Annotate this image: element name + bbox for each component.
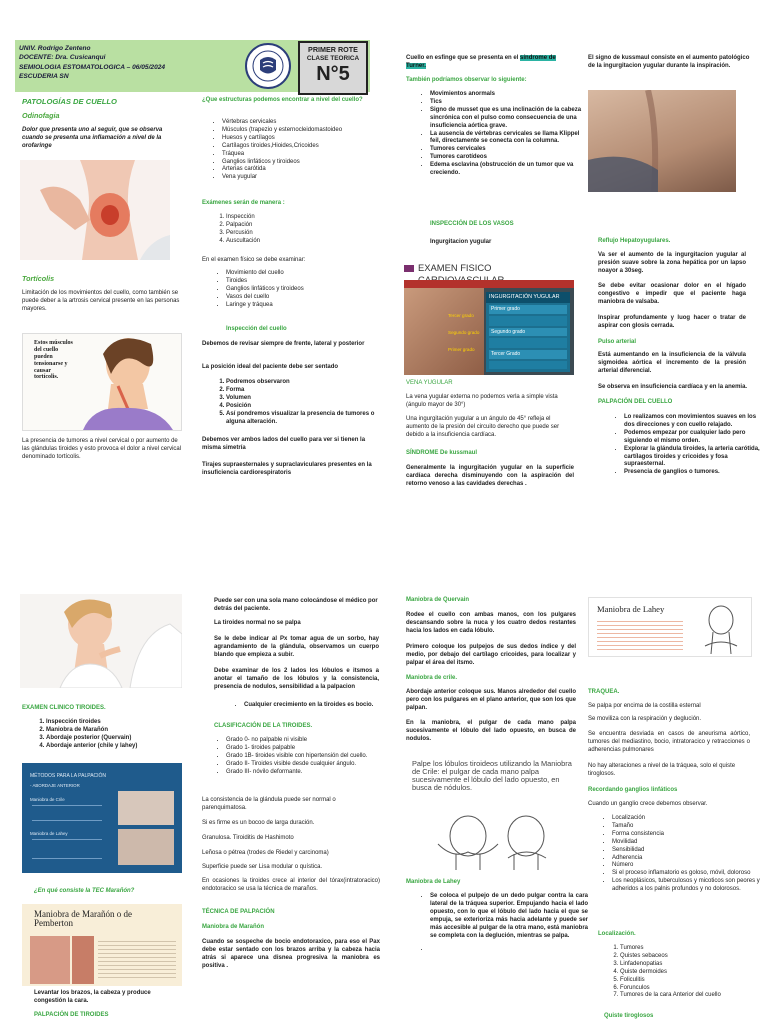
kussmaul-text: Generalmente la ingurgitación yugular en la superficie cardíaca derecha disminuyendo con la aspiración del retorno venoso a las cavidades derechas .	[406, 465, 574, 487]
list-item: 6. Forunculos	[620, 985, 760, 993]
maranon-photo-1	[30, 936, 70, 984]
palp-title: PALPACIÓN DEL CUELLO	[598, 399, 673, 405]
palpation-methods-slide	[22, 763, 182, 873]
header-line-university: UNIV. Rodrigo Zenteno	[19, 45, 91, 52]
c6-p4: Debe examinar de los 2 lados los lóbulos e itsmos a anotar el tamaño de los lóbulos y la consistencia, presencia de nodulos, sensibilidad a la palpacion	[214, 668, 379, 690]
tec-question: ¿En qué consiste la TEC Marañón?	[34, 888, 135, 894]
list-item: • Ganglios linfáticos y tiroideos	[226, 286, 304, 294]
tech-title: TÉCNICA DE PALPACIÓN	[202, 909, 275, 915]
list-item: • Ganglios linfáticos y tiroideos	[222, 159, 392, 167]
palp-list	[612, 414, 760, 477]
header-line-team: ESCUDERIA SN	[19, 73, 69, 81]
list-item: 1. Inspección tiroides	[46, 719, 137, 727]
odinofagia-title: Odinofagia	[22, 111, 60, 120]
list-item: 4. Posición	[226, 403, 382, 411]
crile-title: Maniobra de crile.	[406, 675, 458, 681]
list-item: 5. Foliculitis	[620, 977, 760, 985]
clinic-list	[34, 719, 137, 751]
list-item: • Cualquier crecimiento en la tiroides es bocio.	[244, 702, 392, 710]
reflujo-p1: Va ser el aumento de la ingurgitacion yugular al presión suave sobre la zona hepática por un lapso noayor a 30seg.	[598, 252, 746, 274]
c7-p1: Rodee el cuello con ambas manos, con los pulgares descansando sobre la nuca y los cuatro dedos restantes hacia los lados en cada lóbulo.	[406, 612, 576, 634]
list-item: • Edema esclavina (obstrucción de un tumor que va creciendo.	[430, 162, 588, 178]
list-item: 4. Auscultación	[226, 238, 260, 246]
list-item: 3. Abordaje posterior (Quervain)	[46, 735, 137, 743]
thyroid-exam-photo	[20, 594, 182, 688]
turner-highlight: síndrome de Turner.	[406, 55, 556, 69]
exam-title: Exámenes serán de manera :	[202, 200, 285, 206]
cardio-header	[404, 262, 574, 276]
observe-items	[418, 91, 588, 178]
list-item: 2. Palpación	[226, 222, 260, 230]
crile-figure-drawing	[428, 814, 558, 870]
inspection-p2: La posición ideal del paciente debe ser sentado	[202, 364, 339, 370]
jugular-photo	[588, 90, 736, 192]
methods-photo	[118, 829, 174, 865]
exam-items	[214, 270, 304, 310]
structures-list	[210, 119, 392, 182]
list-item: 3. Volumen	[226, 395, 382, 403]
header-line-course: SEMIOLOGIA ESTOMATOLOGICA – 06/05/2024	[19, 63, 166, 71]
badge-title: PRIMER ROTE	[308, 45, 358, 54]
list-item	[430, 946, 588, 954]
pulso-p2: Se observa en insuficiencia cardíaca y en la anemia.	[598, 384, 748, 390]
list-item: • Tamaño	[612, 823, 762, 831]
c8-p1: Se palpa por encima de la costilla esternal	[588, 703, 701, 709]
panel-bar	[489, 361, 567, 369]
c8-p4: No hay alteraciones a nivel de la tráquea, solo el quiste tiroglosos.	[588, 763, 736, 777]
palp-tiroides-title: PALPACIÓN DE TIROIDES	[34, 1012, 109, 1018]
observe-list	[214, 379, 382, 426]
pulso-p1: Está aumentando en la insuficiencia de la válvula sigmoidea aórtica el incremento de la presión arterial diferencial.	[598, 352, 746, 374]
list-item: • Vasos del cuello	[226, 294, 304, 302]
vena-text: La vena yugular externa no podemos verla a simple vista (ángulo mayor de 30°)	[406, 394, 558, 408]
panel-bar	[489, 316, 567, 326]
list-item: • Los neoplásicos, tuberculosos y micoticos son peores y adheridos a los palnis profundos y no dolorosos.	[612, 878, 762, 894]
c6-p5: La consistencia de la glándula puede ser normal o parenquimatosa.	[202, 797, 336, 811]
neck-pain-image	[20, 160, 170, 260]
list-item: • Grado III- nóvilo deformante.	[226, 769, 391, 777]
header-line-teacher: DOCENTE: Dra. Cusicanqui	[19, 54, 106, 62]
c8-p3: Se encuentra desviada en casos de aneurisma aórtico, tumores del mediastino, bocio, intratoracico y retracciones o adherencias pulmonares	[588, 731, 750, 753]
methods-photo	[118, 791, 174, 825]
c8-p2: Se moviliza con la respiración y deglución.	[588, 716, 702, 722]
maranon-slide-title: Maniobra de Marañón o de Pemberton	[34, 909, 132, 929]
c6-maranon-title: Maniobra de Marañón	[202, 924, 265, 930]
inspection-title: Inspección del cuello	[226, 326, 287, 332]
list-item: • Tumores cervicales	[430, 146, 588, 154]
c6-p11: Cuando se sospeche de bocio endotoraxico, para eso el Pax debe estar sentado con los brazos arriba y la cabeza hacia atrás si aparece una disnea progresiva la maniobra es positiva .	[202, 939, 380, 969]
list-item: • Laringe y tráquea	[226, 302, 304, 310]
maranon-photo-2	[72, 936, 94, 984]
bocio-bullet	[232, 702, 392, 710]
list-item: • Forma consistencia	[612, 831, 762, 839]
list-item: • Tráquea	[222, 151, 392, 159]
university-seal	[244, 40, 292, 92]
lahey-box	[588, 597, 752, 657]
cardio-header-bar	[404, 265, 414, 272]
c7-p3: Abordaje anterior coloque sus. Manos alrededor del cuello pero con los pulgares en el plano anterior, que son los que palpan.	[406, 689, 576, 711]
c6-p8: Leñosa o pétrea (trodes de Riedel y carcinoma)	[202, 850, 329, 856]
lahey-box-title: Maniobra de Lahey	[597, 604, 665, 614]
list-item: • Podemos empezar por cualquier lado pero siguiendo el mismo orden.	[624, 430, 760, 446]
torticolis-image-caption: Estos músculos del cuello pueden tensionarse y causar tortícolis.	[34, 340, 73, 381]
sphinx-neck-text	[406, 55, 574, 71]
also-observe-title: También podríamos observar lo siguiente:	[406, 77, 527, 83]
panel-row-1: Primer grado	[489, 305, 567, 314]
list-item: 1. Tumores	[620, 945, 760, 953]
list-item: 3. Percusión	[226, 230, 260, 238]
panel-title: INGURGITACIÓN YUGULAR	[486, 292, 570, 303]
inspection-p1: Debemos de revisar siempre de frente, lateral y posterior	[202, 341, 365, 347]
list-item: • Signo de musset que es una inclinación de la cabeza sincrónica con el pulso como consecuencia de una insuficiencia aórtica grave.	[430, 107, 588, 131]
reflujo-title: Reflujo Hepatoyugulares.	[598, 238, 671, 244]
list-item: • Explorar la glándula tiroides, la arteria carótida, cartílagos tiroides y cricoides y fosa supraesternal.	[624, 446, 760, 470]
lahey-title: Maniobra de Lahey	[406, 879, 461, 885]
list-item: • Si el proceso inflamatorio es goloso, móvil, doloroso	[612, 870, 762, 878]
loc-title: Localización.	[598, 931, 636, 937]
methods-lines	[32, 839, 102, 859]
badge-subtitle: CLASE TEORICA	[306, 54, 360, 62]
list-item: • Tumores carotídeos	[430, 154, 588, 162]
cardio-red-strip	[404, 280, 574, 288]
kussmaul-title: SÍNDROME De kussmaul	[406, 450, 478, 456]
lahey-list	[418, 893, 588, 954]
c6-p6: Si es firme es un bocoo de larga duración.	[202, 820, 315, 826]
c6-p9: Superficie puede ser Lisa modular o quística.	[202, 864, 323, 870]
list-item: 4. Abordaje anterior (chile y lahey)	[46, 743, 137, 751]
sphinx-neck-pre: Cuello en esfinge que se presenta en el	[406, 55, 521, 61]
exam-steps	[214, 214, 260, 246]
class-badge	[298, 41, 368, 95]
methods-crile: Maniobra de Crile	[30, 797, 65, 802]
list-item: • Sensibilidad	[612, 847, 762, 855]
odinofagia-text: Dolor que presenta uno al seguir, que se observa cuando se presenta una inflamación a nivel de la orofaringe	[22, 127, 163, 149]
crile-figure	[408, 758, 578, 870]
jugular-label: Ingurgitacion yugular	[430, 239, 492, 245]
c6-p10: En ocasiones la tiroides crece al interior del tórax(intratoracico) endotoracico se usa la técnica de maraños.	[202, 878, 380, 892]
torticolis-title: Tortícolis	[22, 274, 55, 283]
c6-p3: Se le debe indicar al Px tomar agua de un sorbo, hay agrandamiento de la glándula, observamos un cuerpo blando que empieza a subir.	[214, 636, 379, 658]
list-item: • Tics	[430, 99, 588, 107]
reflujo-p3: Inspirar profundamente y luog hacer o tratar de aspirar con glosis cerrada.	[598, 315, 746, 329]
grade-label-2: Segundo grado	[448, 330, 480, 335]
badge-number: N°5	[316, 62, 350, 85]
structures-question: ¿Que estructuras podemos encontrar a nivel del cuello?	[202, 97, 363, 103]
crile-figure-text: Palpe los lóbulos tiroideos utilizando la Maniobra de Crile: el pulgar de cada mano palpa sucesivamente el lóbulo del lado opuesto, en busca de nódulos.	[412, 759, 572, 793]
list-item: • Se coloca el pulpejo de un dedo pulgar contra la cara lateral de la tráquea superior. Empujando hacia el lado opuesto, con lo que el lóbulo del lado hacia el que se empuja, se exterioriza más hacia adelante y puede ser más accesible al pulgar de la otra mano, está maniobra se completa con la deglución, mientras se palpa.	[430, 893, 588, 940]
list-item: 2. Quistes sebaceos	[620, 953, 760, 961]
panel-row-3: Tercer Grado	[489, 350, 567, 359]
ganglios-title: Recordando ganglios linfáticos	[588, 787, 678, 793]
vena-title: VENA YUGULAR	[406, 380, 453, 386]
list-item: 1. Inspección	[226, 214, 260, 222]
quiste-text: Quiste tiroglosos	[604, 1013, 654, 1019]
ganglios-list	[600, 815, 762, 894]
torticolis-text: Limitación de los movimientos del cuello, como también se puede deber a la artrosis cervical presente en las personas mayores.	[22, 290, 180, 312]
c6-p1: Puede ser con una sola mano colocándose el médico por detrás del paciente.	[214, 598, 378, 612]
methods-sub: - ABORDAJE ANTERIOR	[30, 783, 80, 788]
lahey-box-drawing	[695, 602, 747, 654]
methods-lahey: Maniobra de Lahey	[30, 831, 68, 836]
exam-intro: En el examen físico se debe examinar:	[202, 257, 306, 263]
list-item: • Lo realizamos con movimientos suaves en los dos direcciones y con cuello relajado.	[624, 414, 760, 430]
vena-text-2: Una ingurgitación yugular a un ángulo de 45° refleja el aumento de la presión del circuito derecho que puede ser debido a la insuficiencia cardíaca.	[406, 416, 560, 438]
list-item: • Localización	[612, 815, 762, 823]
list-item: 7. Tumores de la cara Anterior del cuello	[620, 992, 760, 1000]
list-item: • Huesos y cartílagos	[222, 135, 392, 143]
methods-lines	[32, 805, 102, 821]
list-item: • Músculos (trapezio y esternocleidomastoideo	[222, 127, 392, 135]
neck-photo	[404, 288, 484, 375]
header-info	[19, 44, 249, 81]
panel-row-2: Segundo grado	[489, 328, 567, 337]
grades-list	[214, 737, 391, 777]
pathologies-title: PATOLOGÍAS DE CUELLO	[22, 97, 117, 106]
c8-p5: Cuando un ganglio crece debemos observar.	[588, 801, 708, 807]
tirajes-text: Tirajes supraesternales y supraclaviculares presentes en la insuficiencia cardiorespiratoris	[202, 462, 372, 476]
list-item: 2. Maniobra de Marañón	[46, 727, 137, 735]
clinic-title: EXAMEN CLINICO TIROIDES.	[22, 705, 106, 711]
list-item: • Arterias carótida	[222, 166, 392, 174]
panel-bar	[489, 338, 567, 348]
list-item: • Vértebras cervicales	[222, 119, 392, 127]
list-item: 1. Podremos observaron	[226, 379, 382, 387]
list-item: • Movimientos anormals	[430, 91, 588, 99]
list-item: 4. Quiste dermoides	[620, 969, 760, 977]
list-item: • Grado 1B- tiroides visible con hipertensión del cuello.	[226, 753, 391, 761]
lahey-box-lines	[597, 618, 683, 650]
maranon-text-lines	[98, 938, 176, 980]
c6-p7: Granulosa. Tiroiditis de Hashimoto	[202, 835, 294, 841]
class-title: CLASIFICACIÓN DE LA TIROIDES.	[214, 723, 313, 729]
list-item: • Grado II- Tiroides visible desde cualquier ángulo.	[226, 761, 391, 769]
c7-p2: Primero coloque los pulpejos de sus dedos índice y del medio, por debajo del cartílago cricoides, para localizar y palpar el área del itsmo.	[406, 644, 576, 666]
list-item: 2. Forma	[226, 387, 382, 395]
kussmaul-sign-text: El signo de kussmaul consiste en el aumento patológico de la ingurgitacion yugular durante la inspiración.	[588, 55, 750, 69]
grade-label-3: Tercer grado	[448, 313, 474, 318]
list-item: • Cartílagos tiroides,Hioides,Cricoides	[222, 143, 392, 151]
list-item: 5. Así pondremos visualizar la presencia de tumores o alguna alteración.	[226, 411, 382, 427]
list-item: • La ausencia de vértebras cervicales se llama Klippel feil, directamente se conecta con la columna.	[430, 131, 588, 147]
list-item: 3. Linfadenopatias	[620, 961, 760, 969]
traquea-title: TRAQUEA.	[588, 689, 620, 695]
reflujo-p2: Se debe evitar ocasionar dolor en el hígado congestivo e impedir que el paciente haga maniobra de valsaba.	[598, 283, 746, 305]
symmetry-text: Debemos ver ambos lados del cuello para ver si tienen la misma simetría	[202, 437, 366, 451]
grade-label-1: Primer grado	[448, 347, 475, 352]
list-item: • Movilidad	[612, 839, 762, 847]
list-item: • Grado 1- tiroides palpable	[226, 745, 391, 753]
list-item: • Número	[612, 862, 762, 870]
cardio-title: EXAMEN FISICO	[418, 262, 492, 273]
cardio-panel	[486, 292, 570, 372]
maranon-slide	[22, 904, 182, 986]
pulso-title: Pulso arterial	[598, 339, 637, 345]
c6-p2: La tiroides normal no se palpa	[214, 620, 301, 626]
list-item: • Presencia de ganglios o tumores.	[624, 469, 760, 477]
loc-list	[608, 945, 760, 1000]
c7-p4: En la maniobra, el pulgar de cada mano palpa sucesivamente el lóbulo del lado opuesto, en busca de nodulos.	[406, 720, 576, 742]
list-item: • Vena yugular	[222, 174, 392, 182]
list-item: • Movimiento del cuello	[226, 270, 304, 278]
tumor-text: La presencia de tumores a nivel cervical o por aumento de las glándulas tiroides y esto provoca el dolor a nivel cervical denominado tortícolis.	[22, 438, 182, 460]
methods-title: MÉTODOS PARA LA PALPACIÓN	[30, 773, 107, 779]
quervain-title: Maniobra de Quervain	[406, 597, 470, 603]
vessels-title: INSPECCIÓN DE LOS VASOS	[430, 221, 514, 227]
list-item: • Tiroides	[226, 278, 304, 286]
list-item: • Grado 0- no palpable ni visible	[226, 737, 391, 745]
list-item: • Adherencia	[612, 855, 762, 863]
lift-text: Levantar los brazos, la cabeza y produce congestión la cara.	[34, 990, 151, 1004]
cardio-slide	[404, 280, 574, 375]
